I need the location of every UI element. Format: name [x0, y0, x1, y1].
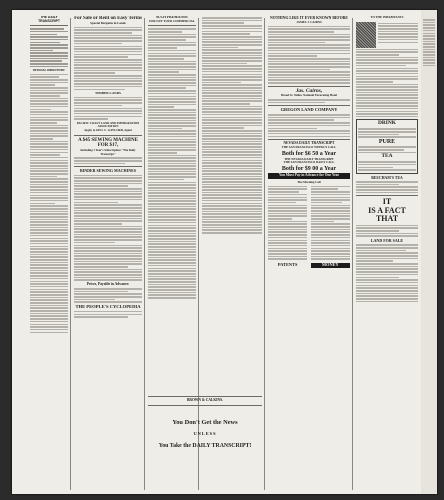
binder-machines-heading: BINDER SEWING MACHINES: [79, 168, 136, 174]
land-company-heading: GREGON LAND COMPANY: [280, 107, 338, 113]
land-sale-subheading: Special Bargains in Lands: [90, 21, 126, 26]
inhabitants-text: [356, 49, 418, 118]
hotel-text: [268, 99, 350, 103]
weekly-call-line: THE SAN FRANCISCO WEEKLY CALL: [281, 144, 337, 149]
daily-call-line: THE SAN FRANCISCO DAILY CALL: [283, 160, 335, 165]
fact-heading-3: THAT: [375, 214, 399, 224]
morning-call-heading: The Morning Call: [297, 180, 321, 185]
patents-heading: PATENTS: [277, 262, 298, 267]
sewing-machine-ad-subheading: Including 1 Year's Subscription "The Daily Transcript": [80, 148, 136, 156]
brown-calkins-block: [148, 394, 262, 449]
cyclopedia-text: [74, 311, 142, 318]
news-ad-line3: You Take the DAILY TRANSCRIPT!: [158, 443, 252, 450]
newspaper-page: [12, 10, 437, 494]
cairns-name: JAMES J. CAIRNS: [296, 19, 322, 24]
transcript-line-2: THE NEVADA DAILY TRANSCRIPT: [284, 156, 334, 161]
premiums-subheading: FOR OUT YOUR COMMERCIAL: [149, 18, 195, 23]
nothing-like-heading: NOTHING LIKE IT EVER KNOWN BEFORE: [270, 16, 348, 20]
masthead: THE DAILY TRANSCRIPT: [38, 16, 60, 23]
binder-machines-text: [74, 175, 142, 281]
premiums-heading: SUCH PREMIUMS!: [155, 16, 189, 19]
inhabitants-heading: TO THE INHABITANTS: [370, 16, 404, 19]
land-for-sale-text: [356, 244, 418, 302]
column-rule: [144, 18, 145, 490]
ruled-text-block: [30, 28, 68, 67]
brown-calkins-heading: BROWN & CALKINS.: [186, 398, 224, 402]
land-for-sale-heading: LAND FOR SALE: [370, 237, 404, 243]
hotel-line: Broad St. Yellow National Excavating Hotel: [281, 93, 337, 98]
news-ad-line1: You Don't Get the News: [172, 418, 238, 426]
fact-heading-1: IT: [382, 197, 392, 207]
portrait-engraving: [356, 22, 376, 48]
directory-listing: [30, 74, 68, 334]
column-2: [74, 16, 142, 490]
column-5: [356, 16, 418, 490]
sewing-machine-text: [74, 157, 142, 164]
column-3b: [202, 16, 262, 376]
column-rule: [352, 18, 353, 490]
cyclopedia-heading: THE PEOPLE'S CYCLOPEDIA: [75, 303, 141, 309]
timber-text: [74, 97, 142, 120]
transcript-heading: NEVADA DAILY TRANSCRIPT: [283, 141, 335, 146]
sewing-machine-ad-heading: A $45 SEWING MACHINE FOR $17,: [78, 137, 138, 148]
column-rule: [264, 18, 265, 490]
cairns-heading: Jas. Cairns,: [295, 87, 323, 94]
fact-heading-2: IS A FACT: [368, 205, 406, 215]
money-heading: MONEY: [311, 263, 350, 268]
bitters-ad: [268, 185, 307, 261]
column-4: [268, 16, 350, 490]
premium-lists: [148, 28, 196, 298]
directory-title: OFFICIAL DIRECTORY.: [32, 68, 66, 73]
land-listing-text: [74, 27, 142, 90]
prices-text: [74, 288, 142, 303]
premium-lists-2: [202, 17, 262, 234]
association-notice: PACIFIC COAST LAND AND IMMIGRATION ASSOCIATION: [76, 120, 140, 129]
land-company-text: [268, 114, 350, 137]
beecham-heading: BEECHAM'S TEA: [371, 175, 403, 180]
land-sale-heading: For Sale or Rent on Easy Terms: [74, 16, 142, 21]
advance-banner: You Must Pay in Advance for One Year: [268, 173, 350, 179]
pure-heading: PURE: [378, 138, 396, 145]
drink-heading: DRINK: [378, 120, 396, 127]
cairns-text: [268, 26, 350, 84]
tea-ad: [356, 119, 418, 173]
next-page-edge: [421, 10, 437, 494]
tea-heading: TEA: [381, 153, 393, 160]
prices-heading: Prices, Payable in Advance:: [86, 282, 130, 287]
price-offer-2: Both for $9 00 a Year: [281, 166, 337, 172]
portrait-block: [356, 22, 418, 48]
column-rule: [70, 18, 71, 490]
agent-line: Apply to GEO. C. GAYLORD, Agent: [84, 128, 132, 133]
news-ad-line2: UNLESS: [193, 431, 217, 437]
books-ad: [311, 185, 350, 261]
column-1: [30, 16, 68, 490]
timber-lands-heading: TIMBER LANDS: [94, 91, 122, 96]
price-offer-1: Both for $6 50 a Year: [281, 150, 337, 157]
